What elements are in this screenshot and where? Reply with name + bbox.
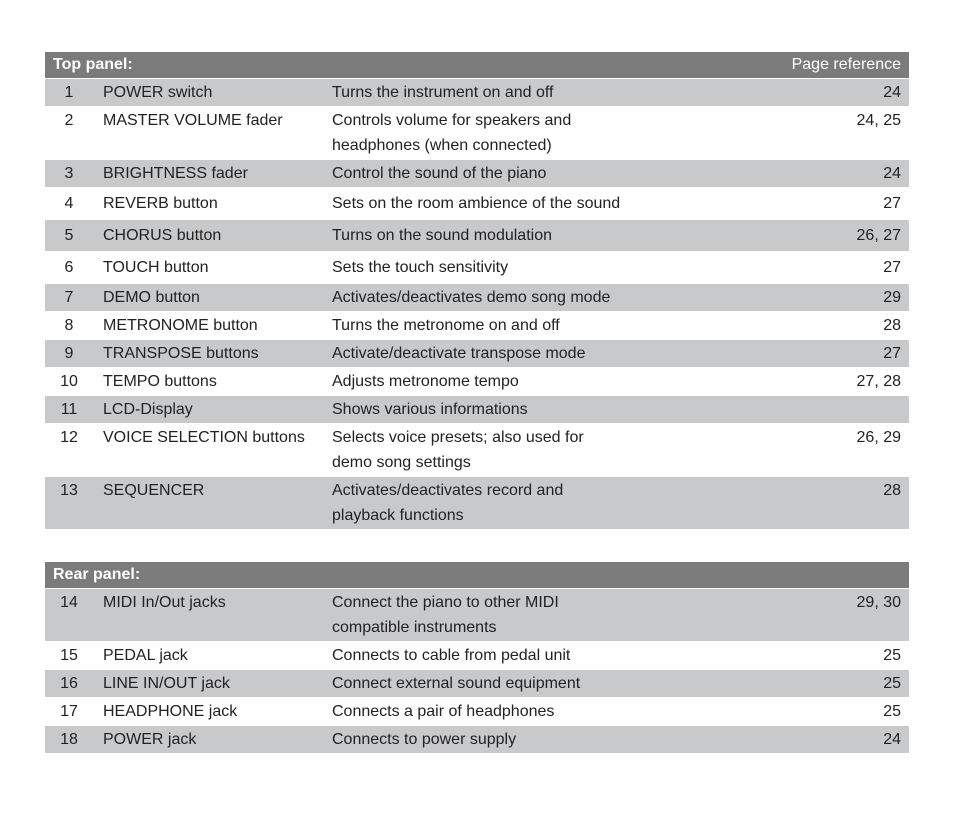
table-row <box>45 368 909 396</box>
rear-panel-title: Rear panel: <box>53 566 141 583</box>
table-row <box>45 670 909 698</box>
control-description: Turns the metronome on and off <box>332 317 560 334</box>
control-name: BRIGHTNESS fader <box>103 165 248 182</box>
row-number: 11 <box>60 401 78 418</box>
control-name: HEADPHONE jack <box>103 703 238 720</box>
row-number: 2 <box>64 112 74 129</box>
row-number: 13 <box>60 482 78 499</box>
row-number: 8 <box>64 317 74 334</box>
table-row <box>45 424 909 477</box>
page-reference: 26, 29 <box>856 429 901 446</box>
table-row <box>45 396 909 424</box>
control-description: Turns the instrument on and off <box>332 84 554 101</box>
page-reference: 24, 25 <box>856 112 901 129</box>
control-name: MIDI In/Out jacks <box>103 594 226 611</box>
page-reference: 27, 28 <box>856 373 901 390</box>
control-name: LINE IN/OUT jack <box>103 675 230 692</box>
table-row <box>45 220 909 252</box>
page-reference: 25 <box>883 647 901 664</box>
page-reference: 28 <box>883 482 901 499</box>
control-name: PEDAL jack <box>103 647 188 664</box>
page-reference: 29, 30 <box>856 594 901 611</box>
control-name: TOUCH button <box>103 259 209 276</box>
table-row <box>45 477 909 530</box>
control-name: LCD-Display <box>103 401 193 418</box>
top-panel-title: Top panel: <box>53 56 133 73</box>
row-number: 5 <box>64 227 74 244</box>
control-description: Connects to power supply <box>332 731 517 748</box>
page-reference: 29 <box>883 289 901 306</box>
table-row <box>45 312 909 340</box>
row-number: 14 <box>60 594 78 611</box>
rear-panel-table <box>45 562 909 754</box>
control-description: Activate/deactivate transpose mode <box>332 345 586 362</box>
page-reference: 25 <box>883 675 901 692</box>
top-panel-header <box>45 52 909 79</box>
control-name: CHORUS button <box>103 227 222 244</box>
control-name: SEQUENCER <box>103 482 205 499</box>
control-description: Connect external sound equipment <box>332 675 581 692</box>
page-reference: 28 <box>883 317 901 334</box>
control-name: TRANSPOSE buttons <box>103 345 259 362</box>
table-row <box>45 188 909 220</box>
control-description: Activates/deactivates record and playback functions <box>332 482 564 524</box>
table-row <box>45 726 909 754</box>
row-number: 9 <box>64 345 74 362</box>
table-row <box>45 79 909 107</box>
table-row <box>45 107 909 160</box>
row-number: 15 <box>60 647 78 664</box>
control-description: Adjusts metronome tempo <box>332 373 519 390</box>
row-number: 3 <box>64 165 74 182</box>
control-name: VOICE SELECTION buttons <box>103 429 305 446</box>
control-description: Control the sound of the piano <box>332 165 547 182</box>
page-reference: 24 <box>883 165 901 182</box>
table-row <box>45 160 909 188</box>
page-reference: 27 <box>883 195 901 212</box>
control-description: Connects a pair of headphones <box>332 703 555 720</box>
control-name: DEMO button <box>103 289 200 306</box>
page-reference: 27 <box>883 345 901 362</box>
row-number: 12 <box>60 429 78 446</box>
row-number: 16 <box>60 675 78 692</box>
row-number: 17 <box>60 703 78 720</box>
control-description: Turns on the sound modulation <box>332 227 552 244</box>
control-name: POWER switch <box>103 84 213 101</box>
table-row <box>45 284 909 312</box>
page-reference: 24 <box>883 84 901 101</box>
rear-panel-header <box>45 562 909 589</box>
top-panel-table <box>45 52 909 530</box>
control-description: Controls volume for speakers and headphones (when connected) <box>332 112 572 154</box>
row-number: 7 <box>64 289 74 306</box>
page-reference: 27 <box>883 259 901 276</box>
control-name: METRONOME button <box>103 317 258 334</box>
table-row <box>45 340 909 368</box>
table-row <box>45 642 909 670</box>
row-number: 4 <box>64 195 74 212</box>
control-description: Connects to cable from pedal unit <box>332 647 571 664</box>
control-name: REVERB button <box>103 195 218 212</box>
row-number: 6 <box>64 259 74 276</box>
page-reference: 24 <box>883 731 901 748</box>
row-number: 1 <box>64 84 74 101</box>
page-reference-label: Page reference <box>791 56 901 73</box>
control-name: POWER jack <box>103 731 197 748</box>
control-description: Activates/deactivates demo song mode <box>332 289 611 306</box>
page-reference: 25 <box>883 703 901 720</box>
row-number: 18 <box>60 731 78 748</box>
control-name: TEMPO buttons <box>103 373 217 390</box>
table-row <box>45 252 909 284</box>
table-row <box>45 698 909 726</box>
control-description: Sets on the room ambience of the sound <box>332 195 621 212</box>
control-description: Selects voice presets; also used for demo song settings <box>332 429 584 471</box>
table-row <box>45 589 909 642</box>
control-name: MASTER VOLUME fader <box>103 112 283 129</box>
control-description: Connect the piano to other MIDI compatible instruments <box>332 594 559 636</box>
row-number: 10 <box>60 373 78 390</box>
control-description: Shows various informations <box>332 401 528 418</box>
control-description: Sets the touch sensitivity <box>332 259 509 276</box>
page-reference: 26, 27 <box>856 227 901 244</box>
